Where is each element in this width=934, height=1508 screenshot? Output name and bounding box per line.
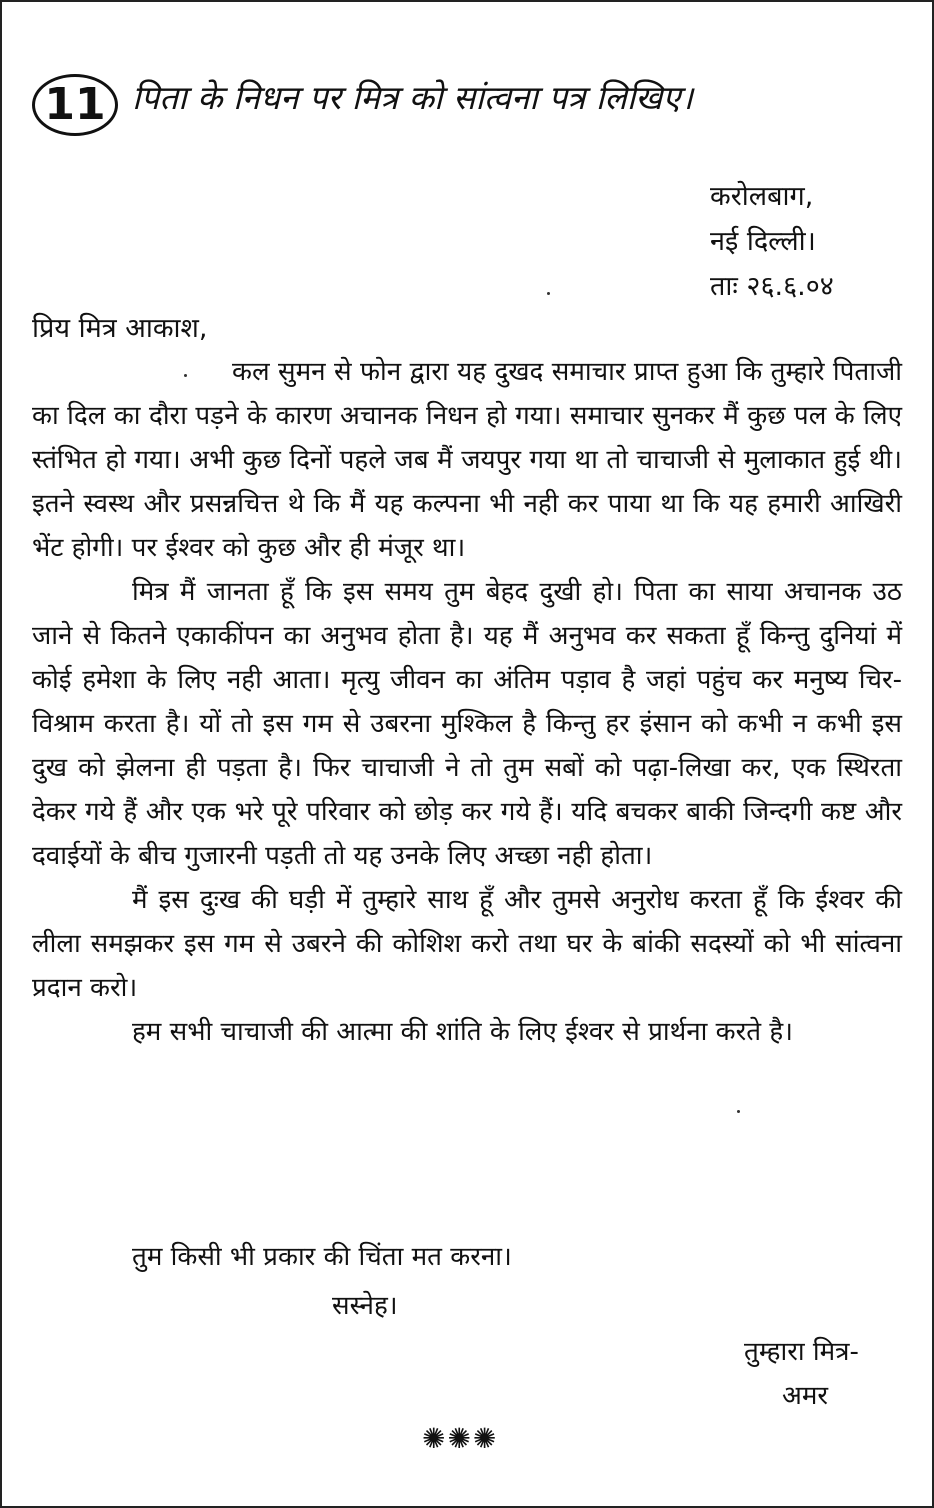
print-speck xyxy=(547,292,550,295)
closing-word: सस्नेह। xyxy=(332,1291,398,1321)
closing-line: तुम किसी भी प्रकार की चिंता मत करना। xyxy=(132,1242,512,1272)
body-paragraph-4: हम सभी चाचाजी की आत्मा की शांति के लिए ईश्वर से प्रार्थना करते है। xyxy=(132,1017,794,1047)
letter-body xyxy=(32,350,902,1054)
body-paragraph-1: कल सुमन से फोन द्वारा यह दुखद समाचार प्राप्त हुआ कि तुम्हारे पिताजी का दिल का दौरा पड़ने के कारण अचानक निधन हो गया। समाचार सुनकर मैं कुछ पल के लिए स्तंभित हो गया। अभी कुछ दिनों पहले जब मैं जयपुर गया था तो चाचाजी से मुलाकात हुई थी। इतने स्वस्थ और प्रसन्नचित्त थे कि मैं यह कल्पना भी नही कर पाया था कि यह हमारी आखिरी भेंट होगी। पर ईश्वर को कुछ और ही मंजूर था। xyxy=(32,357,902,563)
address-line-2: नई दिल्ली। xyxy=(710,226,816,257)
salutation: प्रिय मित्र आकाश, xyxy=(32,313,208,344)
signature-name: अमर xyxy=(782,1381,829,1411)
print-speck xyxy=(184,374,187,377)
ornament-stars-icon: ✺✺✺ xyxy=(422,1422,499,1455)
body-paragraph-2: मित्र मैं जानता हूँ कि इस समय तुम बेहद दुखी हो। पिता का साया अचानक उठ जाने से कितने एकाकींपन का अनुभव होता है। यह मैं अनुभव कर सकता हूँ किन्तु दुनियां में कोई हमेशा के लिए नही आता। मृत्यु जीवन का अंतिम पड़ाव है जहां पहुंच कर मनुष्य चिर-विश्राम करता है। यों तो इस गम से उबरना मुश्किल है किन्तु हर इंसान को कभी न कभी इस दुख को झेलना ही पड़ता है। फिर चाचाजी ने तो तुम सबों को पढ़ा-लिखा कर, एक स्थिरता देकर गये हैं और एक भरे पूरे परिवार को छोड़ कर गये हैं। यदि बचकर बाकी जिन्दगी कष्ट और दवाईयों के बीच गुजारनी पड़ती तो यह उनके लिए अच्छा नही होता। xyxy=(32,577,902,871)
sender-address xyxy=(710,174,834,309)
question-number-badge: 11 xyxy=(32,74,118,136)
signature-label: तुम्हारा मित्र- xyxy=(744,1337,859,1367)
address-line-1: करोलबाग, xyxy=(710,181,814,212)
question-title: पिता के निधन पर मित्र को सांत्वना पत्र लिखिए। xyxy=(132,78,693,117)
print-speck xyxy=(737,1110,740,1113)
letter-date: ताः २६.६.०४ xyxy=(710,271,834,302)
body-paragraph-3: मैं इस दुःख की घड़ी में तुम्हारे साथ हूँ और तुमसे अनुरोध करता हूँ कि ईश्वर की लीला समझकर इस गम से उबरने की कोशिश करो तथा घर के बांकी सदस्यों को भी सांत्वना प्रदान करो। xyxy=(32,885,902,1003)
